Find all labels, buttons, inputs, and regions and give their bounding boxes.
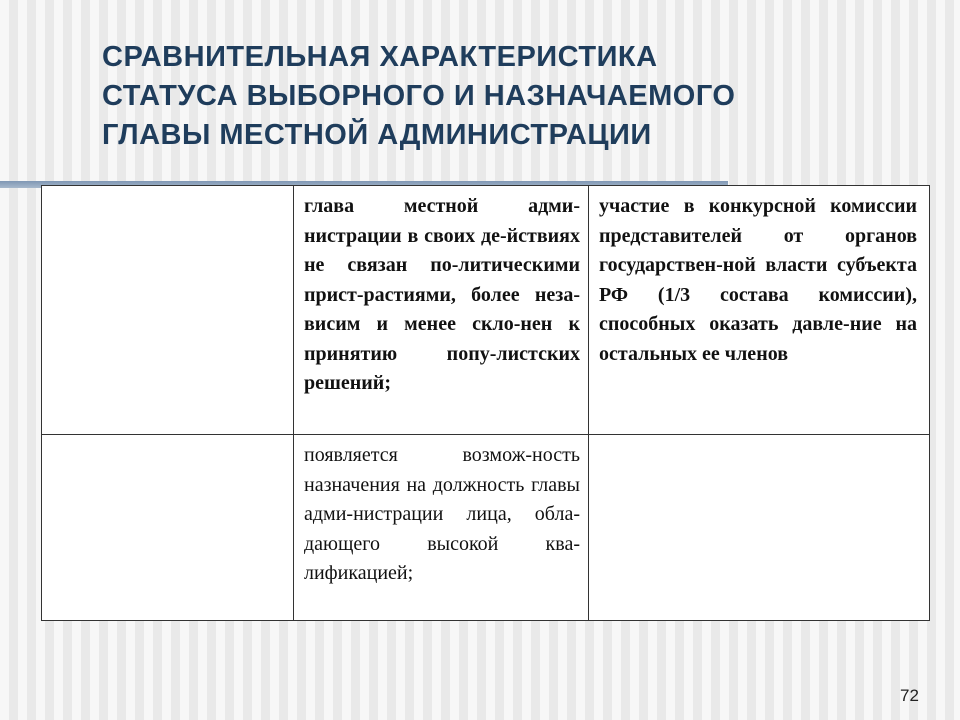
cell-text: глава местной адми-нистрации в своих де-йствиях не связан по-литическими прист-растиями, более неза-висим и менее скло-нен к принятию попу-листских решений; <box>304 195 580 394</box>
table-row <box>42 186 930 435</box>
table-cell-row1-col2 <box>294 186 589 435</box>
table-cell-row1-col3 <box>589 186 930 435</box>
title-line-1: СРАВНИТЕЛЬНАЯ ХАРАКТЕРИСТИКА <box>102 41 658 73</box>
title-line-2: СТАТУСА ВЫБОРНОГО И НАЗНАЧАЕМОГО <box>102 80 736 112</box>
cell-text: участие в конкурсной комиссии представителей от органов государствен-ной власти субъекта РФ (1/3 состава комиссии), способных оказать давле-ние на остальных ее членов <box>599 195 917 365</box>
table-cell-row2-col3 <box>589 435 930 621</box>
table-cell-row2-col2 <box>294 435 589 621</box>
slide-title <box>102 38 902 155</box>
table-cell-row1-col1 <box>42 186 294 435</box>
title-line-3: ГЛАВЫ МЕСТНОЙ АДМИНИСТРАЦИИ <box>102 119 652 151</box>
page-number: 72 <box>900 686 919 705</box>
table-cell-row2-col1 <box>42 435 294 621</box>
table-row <box>42 435 930 621</box>
comparison-table <box>41 185 930 621</box>
cell-text: появляется возмож-ность назначения на должность главы адми-нистрации лица, обла-дающего высокой ква-лификацией; <box>304 444 580 584</box>
